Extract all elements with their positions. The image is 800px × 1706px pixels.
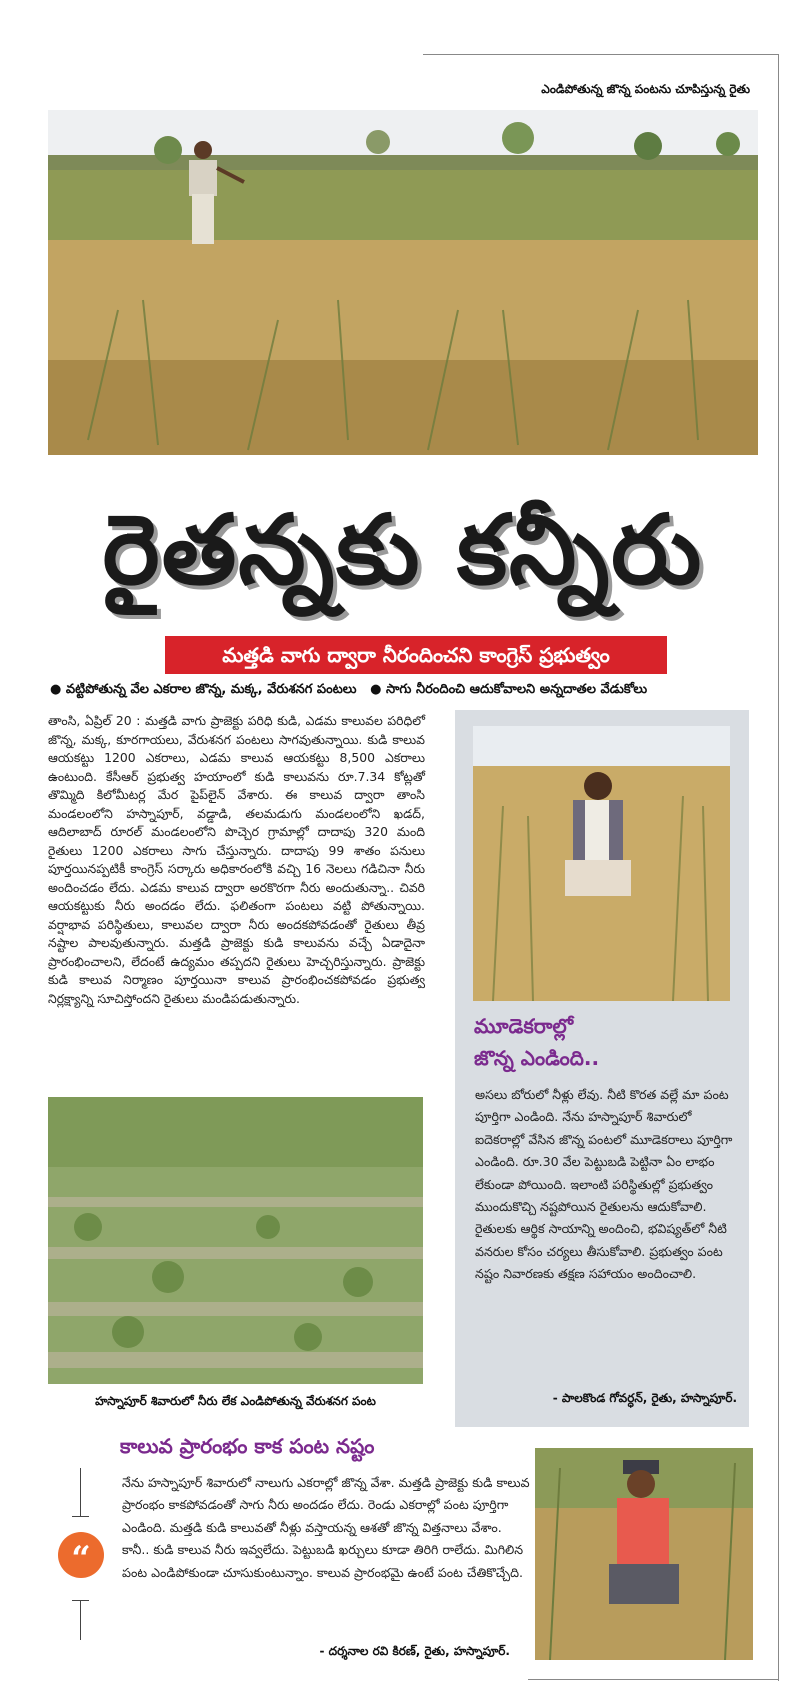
bullet-item-1: వట్టిపోతున్న వేల ఎకరాల జొన్న, మక్క, వేరుశనగ పంటలు (65, 682, 357, 697)
farmer-crouching-photo (473, 726, 730, 1001)
article-frame-bottom (528, 1679, 779, 1680)
quote-divider-top (80, 1468, 81, 1516)
groundnut-crop-photo (48, 1097, 423, 1384)
groundnut-photo-caption: హస్నాపూర్ శివారులో నీరు లేక ఎండిపోతున్న వేరుశనగ పంట (95, 1394, 376, 1408)
top-photo-caption: ఎండిపోతున్న జొన్న పంటను చూపిస్తున్న రైతు (541, 82, 750, 96)
quote-text: నేను హస్నాపూర్ శివారులో నాలుగు ఎకరాల్లో జొన్న వేశా. మత్తడి ప్రాజెక్టు కుడి కాలువ ప్రారంభం కాకపోవడంతో సాగు నీరు అందడం లేదు. రెండు ఎకరాల్లో పంట పూర్తిగా ఎండింది. మత్తడి కుడి కాలువతో నీళ్లు వస్తాయన్న ఆశతో జొన్న విత్తనాలు వేశాం. కానీ.. కుడి కాలువ నీరు ఇవ్వలేదు. పెట్టుబడి ఖర్చులు కూడా తిరిగి రాలేదు. మిగిలిన పంట ఎండిపోకుండా చూసుకుంటున్నాం. కాలువ ప్రారంభమై ఉంటే పంట చేతికొచ్చేది. (122, 1475, 530, 1580)
bullet-item-2: సాగు నీరందించి ఆదుకోవాలని అన్నదాతల వేడుకోలు (385, 682, 648, 697)
top-photo-farmer-field (48, 110, 758, 455)
bullet-icon: ● (370, 682, 386, 697)
bullet-points (50, 682, 770, 700)
quote-divider-bottom (80, 1600, 81, 1640)
headline: రైతన్నకు కన్నీరు (102, 494, 704, 606)
side-panel-signature: - పాలకొండ గోవర్ధన్, రైతు, హస్నాపూర్. (552, 1391, 737, 1405)
young-farmer-photo (535, 1448, 753, 1660)
quote-icon: “ (58, 1532, 104, 1578)
side-title-line-2: జొన్న ఎండింది.. (474, 1046, 600, 1070)
quote-title: కాలువ ప్రారంభం కాక పంట నష్టం (120, 1434, 375, 1458)
bullet-icon: ● (50, 682, 66, 697)
subheadline-banner: మత్తడి వాగు ద్వారా నీరందించని కాంగ్రెస్ ప్రభుత్వం (165, 636, 667, 674)
side-panel-text: అసలు బోరులో నీళ్లు లేవు. నీటి కొరత వల్లే మా పంట పూర్తిగా ఎండింది. నేను హస్నాపూర్ శివారులో ఐదెకరాల్లో వేసిన జొన్న పంటలో మూడెకరాలు పూర్తిగా ఎండింది. రూ.30 వేల పెట్టుబడి పెట్టినా ఏం లాభం లేకుండా పోయింది. ఇలాంటి పరిస్థితుల్లో ప్రభుత్వం ముందుకొచ్చి నష్టపోయిన రైతులను ఆదుకోవాలి. రైతులకు ఆర్థిక సాయాన్ని అందించి, భవిష్యత్‌లో నీటి వనరుల కోసం చర్యలు తీసుకోవాలి. ప్రభుత్వం పంట నష్టం నివారణకు తక్షణ సహాయం అందించాలి. (475, 1087, 733, 1282)
quote-signature: - దర్శనాల రవి కిరణ్, రైతు, హస్నాపూర్. (319, 1644, 510, 1658)
article-body: తాంసి, ఏప్రిల్ 20 : మత్తడి వాగు ప్రాజెక్టు పరిధి కుడి, ఎడమ కాలువల పరిధిలో జొన్న, మక్క, కూరగాయలు, వేరుశనగ పంటలు సాగవుతున్నాయి. కుడి కాలువ ఆయకట్టు 1200 ఎకరాలు, ఎడమ కాలువ ఆయకట్టు 8,500 ఎకరాలు ఉంటుంది. కేసీఆర్ ప్రభుత్వ హయాంలో కుడి కాలువను రూ.7.34 కోట్లతో తొమ్మిది కిలోమీటర్ల మేర పైప్‌లైన్ వేశారు. ఈ కాలువ ద్వారా తాంసి మండలంలోని హస్నాపూర్, వడ్డాడి, తలమడుగు మండలంలోని ఖడద్, ఆదిలాబాద్ రూరల్ మండలంలోని పొచ్చెర గ్రామాల్లో దాదాపు 320 మంది రైతులు 1200 ఎకరాలు సాగు చేస్తున్నారు. దాదాపు 99 శాతం పనులు పూర్తయినప్పటికీ కాంగ్రెస్ సర్కారు అధికారంలోకి వచ్చి 16 నెలలు గడిచినా నీరు అందించడం లేదు. ఎడమ కాలువ ద్వారా అరకొరగా నీరు అందుతున్నా.. చివరి ఆయకట్టుకు నీరు అందడం లేదు. ఫలితంగా పంటలు వట్టి పోతున్నాయి. వర్షాభావ పరిస్థితులు, కాలువల ద్వారా నీరు అందకపోవడంతో రైతులు తీవ్ర నష్టాల పాలవుతున్నారు. మత్తడి ప్రాజెక్టు కుడి కాలువను వచ్చే ఏడాదైనా ప్రారంభించాలని, లేదంటే ఉద్యమం తప్పదని రైతులు హెచ్చరిస్తున్నారు. ప్రాజెక్టు కుడి కాలువ నిర్మాణం పూర్తయినా కాలువ ప్రారంభించకపోవడం ప్రభుత్వ నిర్లక్ష్యాన్ని సూచిస్తోందని రైతులు మండిపడుతున్నారు. (48, 713, 425, 1006)
side-title-line-1: మూడెకరాల్లో (474, 1014, 574, 1038)
side-panel-title (474, 1010, 734, 1074)
